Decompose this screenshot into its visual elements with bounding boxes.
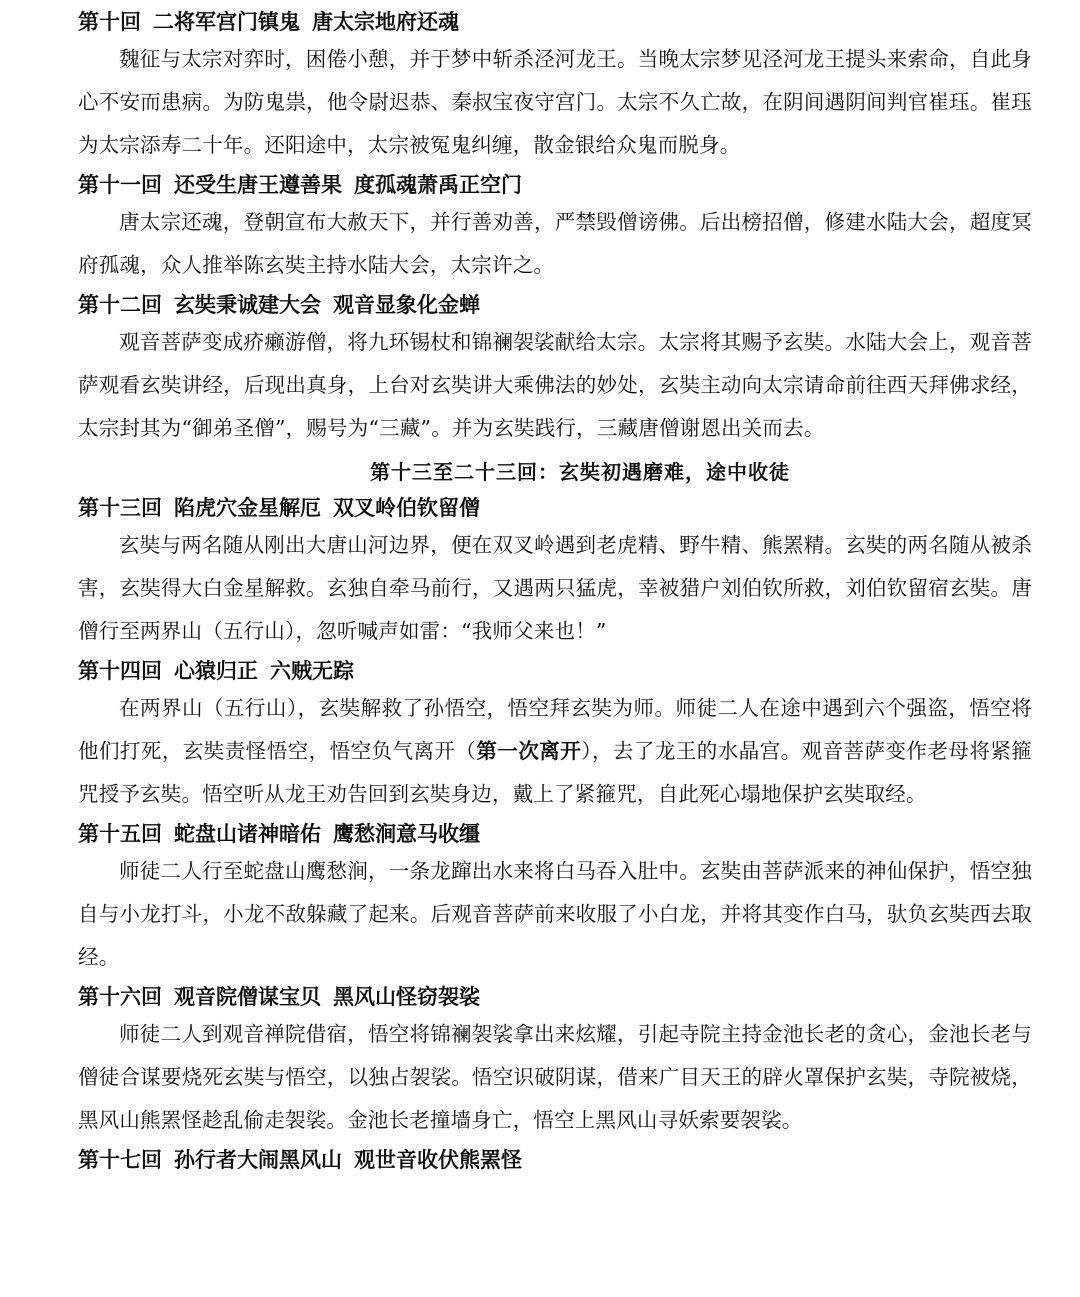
chapter-block <box>78 492 1032 653</box>
chapter-block <box>78 655 1032 816</box>
chapter-title-part1: 蛇盘山诸神暗佑 <box>174 822 321 846</box>
chapter-title-part2: 观音显象化金蝉 <box>333 293 480 317</box>
chapter-number: 第十三回 <box>78 496 162 520</box>
chapter-block <box>78 818 1032 979</box>
chapter-title-part1: 还受生唐王遵善果 <box>174 173 342 197</box>
chapter-title-part1: 玄奘秉诚建大会 <box>174 293 321 317</box>
chapter-summary: 唐太宗还魂，登朝宣布大赦天下，并行善劝善，严禁毁僧谤佛。后出榜招僧，修建水陆大会，超度冥府孤魂，众人推举陈玄奘主持水陆大会，太宗许之。 <box>78 210 1032 277</box>
chapter-title <box>78 169 1032 201</box>
chapter-summary: 玄奘与两名随从刚出大唐山河边界，便在双叉岭遇到老虎精、野牛精、熊罴精。玄奘的两名随从被杀害，玄奘得大白金星解救。玄独自牵马前行，又遇两只猛虎，幸被猎户刘伯钦所救，刘伯钦留宿玄奘。唐僧行至两界山（五行山），忽听喊声如雷：“我师父来也！” <box>78 533 1032 643</box>
chapter-block <box>78 6 1032 167</box>
chapter-number: 第十一回 <box>78 173 162 197</box>
chapter-title-part1: 陷虎穴金星解厄 <box>174 496 321 520</box>
chapter-title <box>78 655 1032 687</box>
chapter-block <box>78 1144 1032 1176</box>
chapter-number: 第十六回 <box>78 985 162 1009</box>
chapter-title-part1: 心猿归正 <box>174 659 258 683</box>
chapter-title-part1: 观音院僧谋宝贝 <box>174 985 321 1009</box>
chapter-summary <box>78 687 1032 816</box>
chapter-title-part2: 度孤魂萧禹正空门 <box>354 173 522 197</box>
chapter-title-part2: 双叉岭伯钦留僧 <box>333 496 480 520</box>
chapter-title-part1: 孙行者大闹黑风山 <box>174 1148 342 1172</box>
chapter-summary: 魏征与太宗对弈时，困倦小憩，并于梦中斩杀泾河龙王。当晚太宗梦见泾河龙王提头来索命，自此身心不安而患病。为防鬼祟，他令尉迟恭、秦叔宝夜守宫门。太宗不久亡故，在阴间遇阴间判官崔珏。崔珏为太宗添寿二十年。还阳途中，太宗被冤鬼纠缠，散金银给众鬼而脱身。 <box>78 47 1032 157</box>
chapter-title-part2: 观世音收伏熊罴怪 <box>354 1148 522 1172</box>
chapter-title-part2: 鹰愁涧意马收缰 <box>333 822 480 846</box>
chapter-number: 第十七回 <box>78 1148 162 1172</box>
chapter-title <box>78 6 1032 38</box>
highlight-text: 第一次离开 <box>476 739 582 763</box>
chapter-title-part2: 唐太宗地府还魂 <box>312 10 459 34</box>
chapter-summary: 师徒二人行至蛇盘山鹰愁涧，一条龙蹿出水来将白马吞入肚中。玄奘由菩萨派来的神仙保护，悟空独自与小龙打斗，小龙不敌躲藏了起来。后观音菩萨前来收服了小白龙，并将其变作白马，驮负玄奘西去取经。 <box>78 859 1032 969</box>
chapter-title-part1: 二将军宫门镇鬼 <box>153 10 300 34</box>
chapter-title <box>78 289 1032 321</box>
chapter-number: 第十四回 <box>78 659 162 683</box>
chapter-title <box>78 818 1032 850</box>
chapter-title <box>78 981 1032 1013</box>
chapter-summary: 师徒二人到观音禅院借宿，悟空将锦襕袈裟拿出来炫耀，引起寺院主持金池长老的贪心，金池长老与僧徒合谋要烧死玄奘与悟空，以独占袈裟。悟空识破阴谋，借来广目天王的辟火罩保护玄奘，寺院被烧，黑风山熊罴怪趁乱偷走袈裟。金池长老撞墙身亡，悟空上黑风山寻妖索要袈裟。 <box>78 1022 1032 1132</box>
section-heading: 第十三至二十三回：玄奘初遇磨难，途中收徒 <box>370 460 790 484</box>
chapter-title-part2: 六贼无踪 <box>270 659 354 683</box>
chapter-title-part2: 黑风山怪窃袈裟 <box>333 985 480 1009</box>
chapter-block <box>78 289 1032 450</box>
chapter-title <box>78 1144 1032 1176</box>
chapter-number: 第十五回 <box>78 822 162 846</box>
summary-text-before: 在两界山（五行山），玄奘解救了孙悟空，悟空拜玄奘为师。师徒二人在途中遇到六个强盗，悟空将他们打死，玄奘责怪悟空，悟空负气离开（ <box>78 696 1032 763</box>
chapter-title <box>78 492 1032 524</box>
summary-text-after: ），去了龙王的水晶宫。观音菩萨变作老母将紧箍咒授予玄奘。悟空听从龙王劝告回到玄奘身边，戴上了紧箍咒，自此死心塌地保护玄奘取经。 <box>78 739 1032 806</box>
chapter-block <box>78 981 1032 1142</box>
chapter-summary: 观音菩萨变成疥癞游僧，将九环锡杖和锦襕袈裟献给太宗。太宗将其赐予玄奘。水陆大会上，观音菩萨观看玄奘讲经，后现出真身，上台对玄奘讲大乘佛法的妙处，玄奘主动向太宗请命前往西天拜佛求经，太宗封其为“御弟圣僧”，赐号为“三藏”。并为玄奘践行，三藏唐僧谢恩出关而去。 <box>78 330 1032 440</box>
chapter-block <box>78 169 1032 287</box>
chapter-number: 第十回 <box>78 10 141 34</box>
chapter-number: 第十二回 <box>78 293 162 317</box>
